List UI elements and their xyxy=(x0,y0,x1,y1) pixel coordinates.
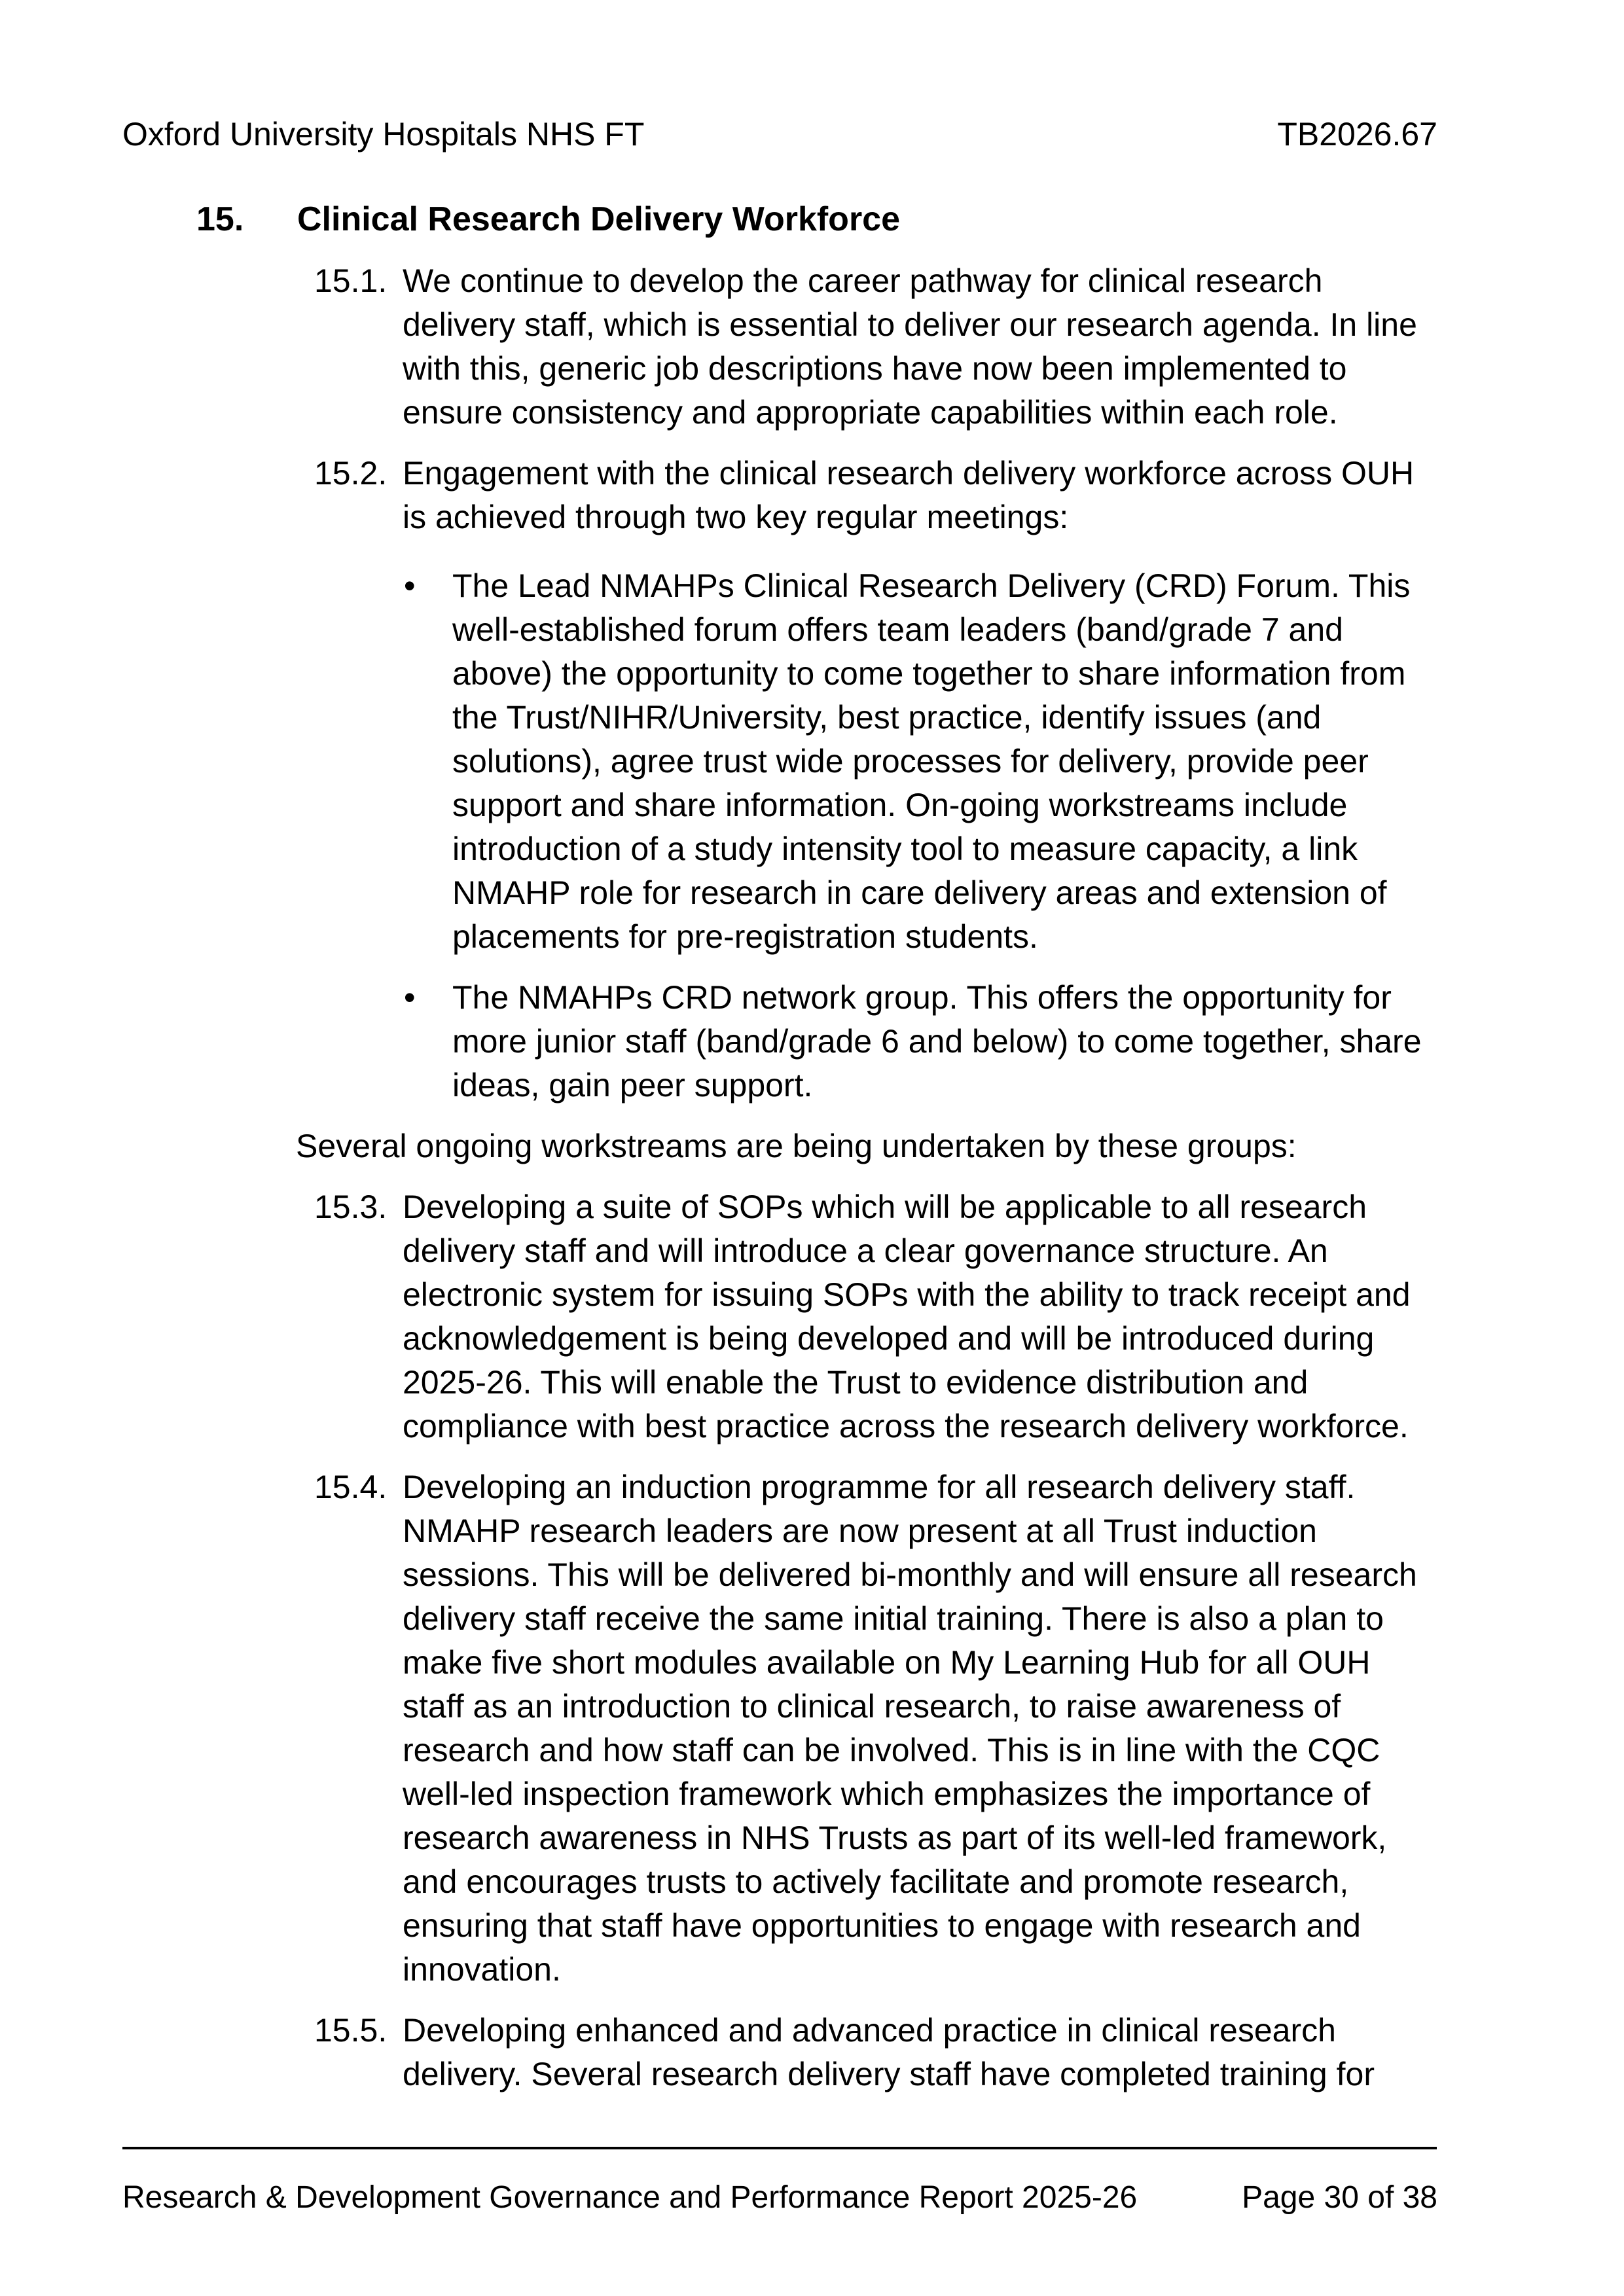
paragraph-text: Engagement with the clinical research delivery workforce across OUH is achieved through two key regular meetings: xyxy=(403,455,1415,535)
paragraph-number: 15.4. xyxy=(314,1469,388,1505)
bullet-marker: • xyxy=(404,979,416,1016)
paragraph-number: 15.3. xyxy=(314,1189,388,1225)
list-item xyxy=(0,564,1437,959)
header-reference: TB2026.67 xyxy=(1277,116,1437,152)
paragraph-text: Developing enhanced and advanced practice in clinical research delivery. Several research delivery staff have completed training for xyxy=(403,2012,1375,2092)
paragraph-15-3 xyxy=(0,1185,1437,1448)
header-organisation: Oxford University Hospitals NHS FT xyxy=(122,116,645,152)
paragraph-15-1 xyxy=(0,259,1437,435)
paragraph-number: 15.5. xyxy=(314,2012,388,2049)
paragraph-15-4 xyxy=(0,1465,1437,1992)
bullet-marker: • xyxy=(404,567,416,604)
paragraph-text: Developing an induction programme for all research delivery staff. NMAHP research leaders are now present at all Trust induction sessions. This will be delivered bi-monthly and will ensure all research delivery staff receive the same initial training. There is also a plan to make five short modules available on My Learning Hub for all OUH staff as an introduction to clinical research, to raise awareness of research and how staff can be involved. This is in line with the CQC well-led inspection framework which emphasizes the importance of research awareness in NHS Trusts as part of its well-led framework, and encourages trusts to actively facilitate and promote research, ensuring that staff have opportunities to engage with research and innovation. xyxy=(403,1469,1417,1988)
paragraph-number: 15.2. xyxy=(314,455,388,492)
document-body xyxy=(0,259,1624,2113)
paragraph-15-2 xyxy=(0,452,1437,539)
section-number: 15. xyxy=(196,200,244,238)
list-item-text: The Lead NMAHPs Clinical Research Delivery (CRD) Forum. This well-established forum offers team leaders (band/grade 7 and above) the opportunity to come together to share information from the Trust/NIHR/University, best practice, identify issues (and solutions), agree trust wide processes for delivery, provide peer support and share information. On-going workstreams include introduction of a study intensity tool to measure capacity, a link NMAHP role for research in care delivery areas and extension of placements for pre-registration students. xyxy=(452,567,1411,955)
footer-divider xyxy=(122,2147,1437,2149)
workstreams-intro: Several ongoing workstreams are being undertaken by these groups: xyxy=(296,1128,1297,1164)
section-heading xyxy=(196,196,900,242)
paragraph-text: We continue to develop the career pathway for clinical research delivery staff, which is essential to deliver our research agenda. In line with this, generic job descriptions have now been implemented to ensure consistency and appropriate capabilities within each role. xyxy=(403,262,1417,431)
list-item xyxy=(0,976,1437,1107)
paragraph-text: Developing a suite of SOPs which will be applicable to all research delivery staff and will introduce a clear governance structure. An electronic system for issuing SOPs with the ability to track receipt and acknowledgement is being developed and will be introduced during 2025-26. This will enable the Trust to evidence distribution and compliance with best practice across the research delivery workforce. xyxy=(403,1189,1411,1444)
footer-page-number: Page 30 of 38 xyxy=(1242,2180,1437,2215)
meeting-list xyxy=(0,556,1624,1107)
list-item-text: The NMAHPs CRD network group. This offers the opportunity for more junior staff (band/grade 6 and below) to come together, share ideas, gain peer support. xyxy=(452,979,1422,1103)
paragraph-number: 15.1. xyxy=(314,262,388,299)
paragraph-15-5 xyxy=(0,2009,1437,2096)
footer-report-title: Research & Development Governance and Performance Report 2025-26 xyxy=(122,2180,1138,2215)
section-title: Clinical Research Delivery Workforce xyxy=(297,200,901,238)
